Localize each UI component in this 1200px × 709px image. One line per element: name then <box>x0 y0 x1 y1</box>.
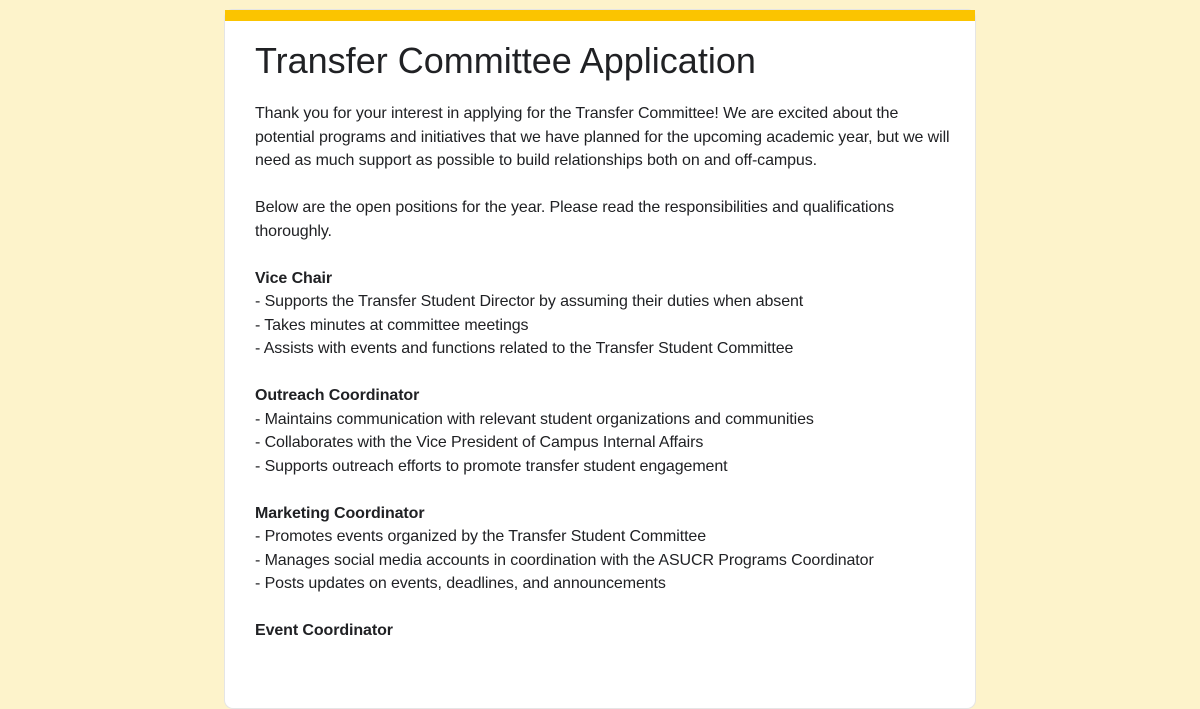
responsibility-line: - Promotes events organized by the Transfer Student Committee <box>255 528 707 545</box>
form-accent-bar <box>225 10 975 21</box>
responsibility-line: - Supports outreach efforts to promote transfer student engagement <box>255 457 728 475</box>
responsibility-line: - Posts updates on events, deadlines, and announcements <box>255 575 666 592</box>
responsibility-line: - Supports the Transfer Student Director by assuming their duties when absent <box>255 293 804 310</box>
responsibility-line: - Maintains communication with relevant student organizations and communities <box>255 410 814 428</box>
form-title: Transfer Committee Application <box>255 40 756 81</box>
description-paragraph: Thank you for your interest in applying for the Transfer Committee! We are excited about the potential programs and initiatives that we have planned for the upcoming academic year, but we will need as much support as possible to build relationships both on and off-campus. <box>255 105 950 169</box>
position-heading: Marketing Coordinator <box>255 504 425 522</box>
position-heading: Vice Chair <box>255 269 332 287</box>
position-heading: Outreach Coordinator <box>255 387 420 404</box>
responsibility-line: - Manages social media accounts in coordination with the ASUCR Programs Coordinator <box>255 551 874 569</box>
position-section <box>255 619 953 643</box>
position-section <box>255 384 953 478</box>
position-section <box>255 502 953 596</box>
responsibility-line: - Takes minutes at committee meetings <box>255 316 529 334</box>
form-description <box>255 102 953 643</box>
description-paragraph: Below are the open positions for the year. Please read the responsibilities and qualifications thoroughly. <box>255 199 894 240</box>
form-content <box>225 21 975 643</box>
position-section <box>255 267 953 361</box>
responsibility-line: - Collaborates with the Vice President of Campus Internal Affairs <box>255 434 704 451</box>
form-card <box>224 9 976 709</box>
position-heading: Event Coordinator <box>255 622 393 639</box>
responsibility-line: - Assists with events and functions related to the Transfer Student Committee <box>255 340 794 357</box>
